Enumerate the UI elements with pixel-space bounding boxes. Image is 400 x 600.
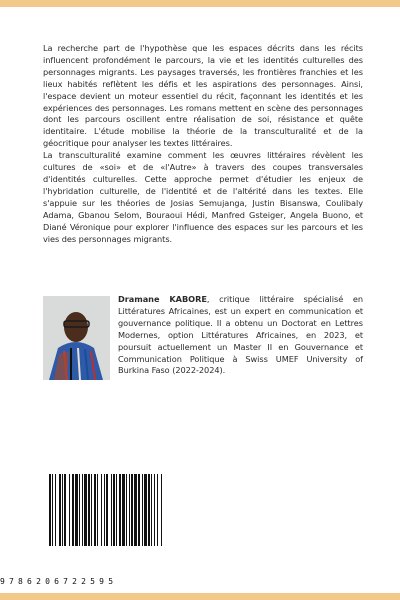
barcode-bar bbox=[84, 474, 87, 546]
author-bio bbox=[118, 294, 363, 377]
barcode-bar bbox=[49, 474, 51, 546]
barcode-bar bbox=[72, 474, 74, 546]
barcode-bar bbox=[52, 474, 53, 546]
barcode-bar bbox=[151, 474, 152, 546]
barcode-bar bbox=[69, 474, 70, 546]
barcode-bar bbox=[64, 474, 66, 546]
barcode-bar bbox=[82, 474, 83, 546]
barcode-bar bbox=[94, 474, 96, 546]
barcode-bar bbox=[55, 474, 56, 546]
barcode-bar bbox=[62, 474, 63, 546]
top-border bbox=[0, 0, 400, 7]
back-cover-synopsis bbox=[43, 43, 363, 245]
barcode-bar bbox=[113, 474, 115, 546]
barcode-bar bbox=[154, 474, 155, 546]
barcode-bar bbox=[88, 474, 90, 546]
barcode-bar bbox=[148, 474, 150, 546]
barcode-bar bbox=[126, 474, 127, 546]
synopsis-paragraph-1: La recherche part de l'hypothèse que les espaces décrits dans les récits influencent profondément le parcours, la vie et les identités culturelles des personnages migrants. Les paysages traversés, les frontières franchies et les lieux habités reflètent les défis et les aspirations des personnages. Ainsi, l'espace devient un moteur essentiel du récit, façonnant les identités et les expériences des personnages. Les romans mettent en scène des personnages dont les parcours oscillent entre réalisation de soi, résistance et quête identitaire. L'étude mobilise la théorie de la transculturalité et de la géocritique pour analyser les textes littéraires. bbox=[43, 43, 363, 149]
barcode-bar bbox=[122, 474, 125, 546]
synopsis-paragraph-2: La transculturalité examine comment les œuvres littéraires révèlent les cultures de «soi» et de «l'Autre» à travers des coupes transversales d'identités culturelles. Cette approche permet d'étudier les enjeux de l'hybridation culturelle, de l'identité et de l'altérité dans les textes. Elle s'appuie sur les théories de Josias Semujanga, Justin Bisanswa, Coulibaly Adama, Gbanou Selom, Bouraoui Hédi, Manfred Gsteiger, Angela Buono, et Diané Véronique pour explorer l'influence des espaces sur les parcours et les vies des personnages migrants. bbox=[43, 150, 363, 244]
author-portrait-icon bbox=[43, 296, 110, 380]
barcode-bar bbox=[161, 474, 162, 546]
barcode-bar bbox=[119, 474, 121, 546]
barcode-bar bbox=[97, 474, 98, 546]
barcode-bar bbox=[129, 474, 130, 546]
isbn-number: 9786206722595 bbox=[0, 577, 118, 586]
barcode-bar bbox=[116, 474, 117, 546]
barcode-bar bbox=[144, 474, 147, 546]
barcode-bar bbox=[111, 474, 112, 546]
barcode-bar bbox=[157, 474, 158, 546]
author-portrait-svg bbox=[43, 296, 110, 380]
barcode-bar bbox=[79, 474, 80, 546]
barcode-bar bbox=[142, 474, 143, 546]
barcode-bar bbox=[106, 474, 108, 546]
barcode-bar bbox=[59, 474, 61, 546]
barcode bbox=[41, 472, 220, 546]
barcode-bar bbox=[134, 474, 137, 546]
author-name: Dramane KABORE bbox=[118, 294, 207, 304]
bottom-border bbox=[0, 593, 400, 600]
barcode-bar bbox=[101, 474, 102, 546]
barcode-bar bbox=[104, 474, 105, 546]
barcode-bar bbox=[91, 474, 92, 546]
barcode-bar bbox=[131, 474, 133, 546]
barcode-bars bbox=[41, 472, 220, 546]
author-bio-text: , critique littéraire spécialisé en Littératures Africaines, est un expert en communication et gouvernance politique. Il a obtenu un Doctorat en Lettres Modernes, option Littératures Africaines, en 2023, et poursuit actuellement un Master II en Gouvernance et Communication Politique à Swiss UMEF University of Burkina Faso (2022-2024). bbox=[118, 294, 364, 376]
barcode-bar bbox=[75, 474, 78, 546]
barcode-bar bbox=[138, 474, 140, 546]
